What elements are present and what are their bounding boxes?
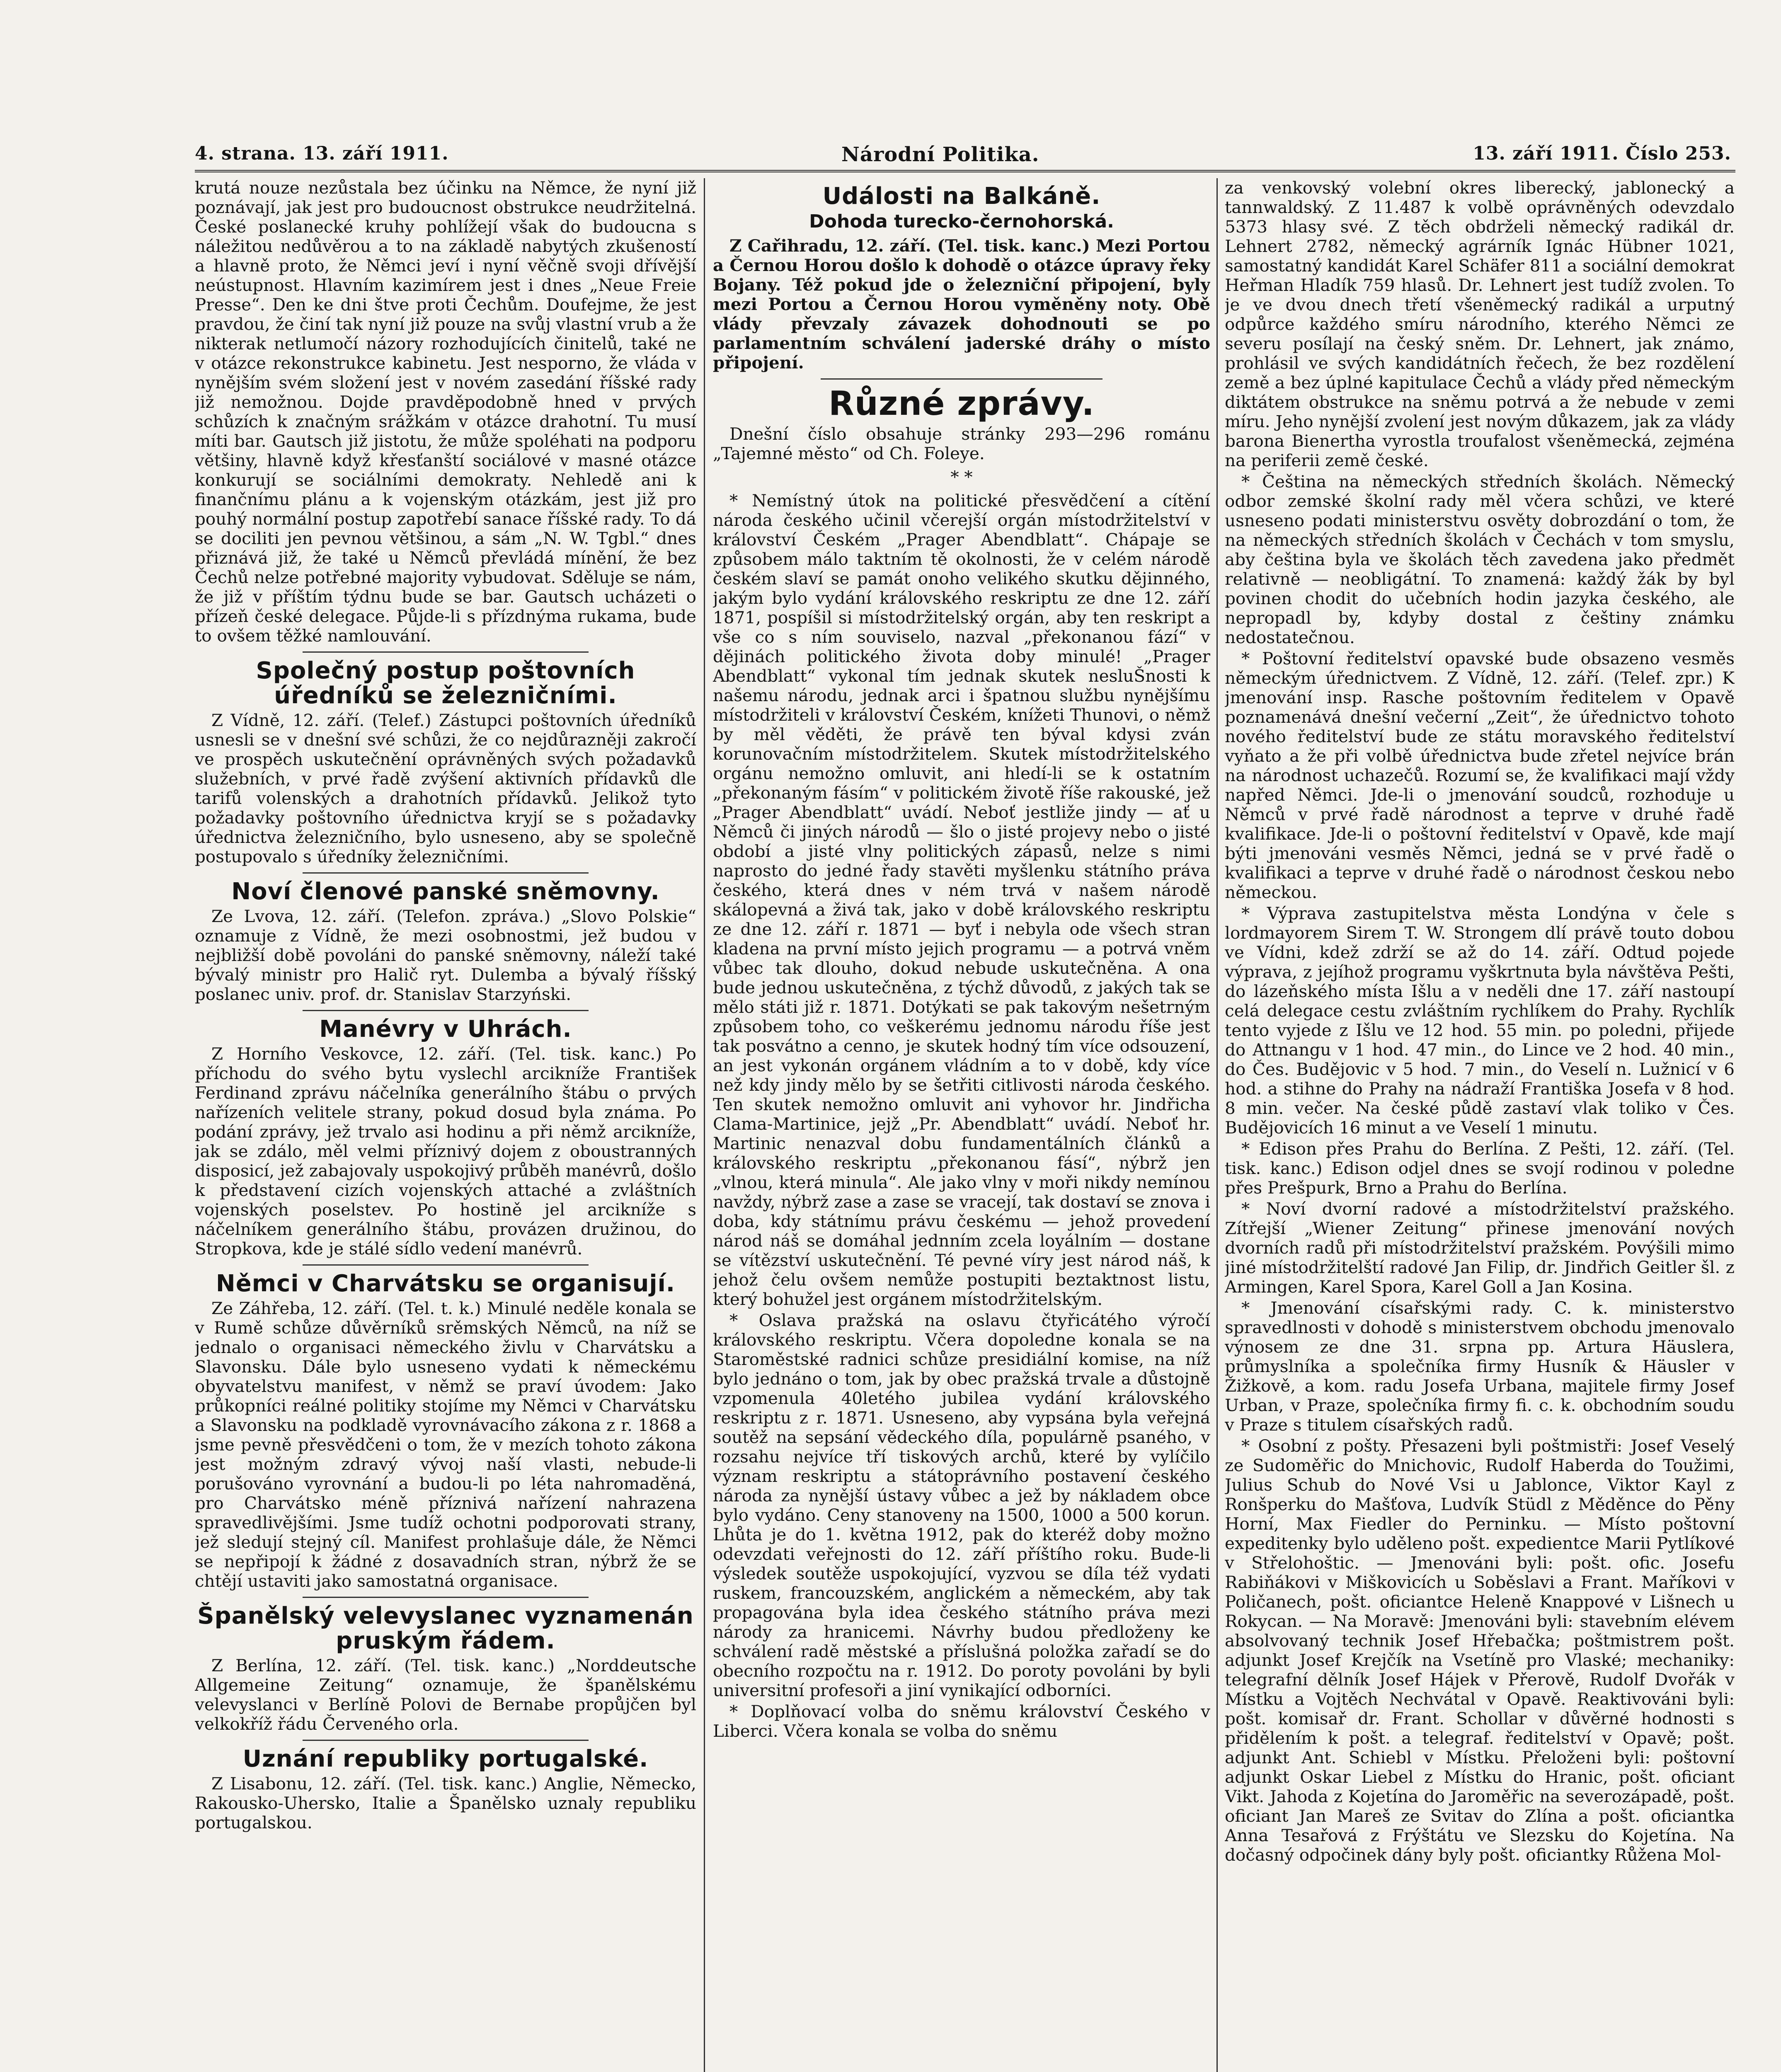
article-separator: [303, 872, 589, 874]
separator-stars: * *: [950, 467, 973, 487]
news-item: * Poštovní ředitelství opavské bude obsazeno vesměs německým úřednictvem. Z Vídně, 12. září. (Telef. zpr.) K jmenování insp. Rasche poštovním ředitelem v Opavě poznamenává dnešní večerní „Zeit“, že úřednictvo tohoto nového ředitelství bude ze státu moravského ředitelství vyňato a že při volbě úřednictva bude zřetel nejvíce brán na národnost uchazečů. Rozumí se, že kvalifikaci mají vždy napřed Němci. Jde-li o jmenování soudců, rozhoduje u Němců v prvé řadě národnost a teprve v druhé řadě kvalifikace. Jde-li o poštovní ředitelství v Opavě, kde mají býti jmenováni vesměs Němci, jedná se v prvé řadě o kvalifikaci a teprve v druhé řadě o národnost českou nebo německou.: [1225, 649, 1735, 902]
column-divider: [1216, 178, 1218, 2072]
news-item: * Čeština na německých středních školách. Německý odbor zemské školní rady měl včera schůzi, ve které usneseno podati ministerstvu osvěty dobrozdání o tom, že na německých středních školách v Čechách v tom smyslu, aby čeština byla ve školách těch zavedena jako předmět relativně — neobligátní. To znamená: každý žák by byl povinen chodit do učebních hodin jazyka českého, ale nepropadl by, kdyby dostal z češtiny známku nedostatečnou.: [1225, 472, 1735, 647]
column-2: [713, 178, 1210, 2072]
article-continuation: krutá nouze nezůstala bez účinku na Němce, že nyní již poznávají, jak jest pro budoucnost obstrukce neudržitelná. České poslanecké kruhy pohlížejí však do budoucna s náležitou nedůvěrou a to na základě nabytých zkušeností a hlavně proto, že Němci jeví i nyní věčně svoji dřívější neústupnost. Hlavním kazimírem jest i dnes „Neue Freie Presse“. Den ke dni štve proti Čechům. Doufejme, že jest pravdou, že činí tak nyní již pouze na svůj vlastní vrub a že nikterak netlumočí názory rozhodujících činitelů, také ne v otázce rekonstrukce kabinetu. Jest nesporno, že vláda v nynějším svém složení jest v novém zasedání říšské rady již nemožnou. Dojde pravděpodobně hned v prvých schůzích k značným srážkám v otázce drahotní. Tu musí míti bar. Gautsch již jistotu, že může spoléhati na podporu většiny, hlavně když křesťanští sociálové v masné otázce konkurují se sociálními demokraty. Nehledě ani k finančnímu plánu a k vojenským otázkám, jest již pro pouhý normální postup zapotřebí sanace říšské rady. To dá se dociliti jen pevnou většinou, a sám „N. W. Tgbl.“ dnes přiznává již, že také u Němců převládá mínění, že bez Čechů nelze potřebné majority vybudovat. Sděluje se nám, že již v příštím týdnu bude se bar. Gautsch ucházeti o přízeň české delegace. Půjde-li s přízdnýma rukama, bude to ovšem těžké namlouvání.: [195, 178, 696, 646]
news-item: * Osobní z pošty. Přesazeni byli poštmistři: Josef Veselý ze Sudoměřic do Mnichovic, Rudolf Haberda do Toužimi, Julius Schub do Nové Vsi u Jablonce, Viktor Kayl z Ronšperku do Mašťova, Ludvík Stüdl z Měděnce do Pěny Horní, Max Fiedler do Perninku. — Místo poštovní expeditenky bylo uděleno pošt. expedientce Marii Pytlíkové v Střelohoštic. — Jmenováni byli: pošt. ofic. Josefu Rabiňákovi v Miškovicích u Soběslavi a Frant. Maříkovi v Poličanech, pošt. oficiantce Heleně Knappové v Lišnech u Rokycan. — Na Moravě: Jmenováni byli: stavebním elévem absolvovaný technik Josef Hřebačka; poštmistrem pošt. adjunkt Josef Krejčík na Vsetíně pro Vlaské; mechaniky: telegrafní dělník Josef Hájek v Přerově, Rudolf Dvořák v Místku a Vojtěch Nechvátal v Opavě. Reaktivováni byli: pošt. komisař dr. Frant. Schollar v důvěrné hodnosti s přidělením k pošt. a telegraf. ředitelství v Opavě; pošt. adjunkt Ant. Schiebl v Místku. Přeloženi byli: poštovní adjunkt Oskar Liebel z Místku do Hranic, pošt. oficiant Vikt. Jahoda z Kojetína do Jaroměřic na severozápadě, pošt. oficiant Jan Mareš ze Svitav do Zlína a pošt. oficiantka Anna Tesařová z Frýštátu ve Slezsku do Kojetína. Na dočasný odpočinek dány byly pošt. oficiantky Růžena Mol-: [1225, 1436, 1735, 1865]
article-separator: [303, 651, 589, 653]
page-header: [195, 143, 1731, 172]
heading-various-news: Různé zprávy.: [829, 384, 1095, 423]
heading-maneuvers-hungary: Manévry v Uhrách.: [319, 1016, 572, 1043]
article-text: Z Cařihradu, 12. září. (Tel. tisk. kanc.) Mezi Portou a Černou Horou došlo k dohodě o otázce úpravy řeky Bojany. Též pokud jde o železniční připojení, byly mezi Portou a Černou Horou vyměněny noty. Obě vlády převzaly závazek dohodnouti se po parlamentním schválení jaderské dráhy o místo připojení.: [713, 236, 1210, 373]
newspaper-title: Národní Politika.: [841, 143, 1040, 166]
news-item: * Nemístný útok na politické přesvědčení a cítění národa českého učinil včerejší orgán místodržitelství v království Českém „Prager Abendblatt“. Chápaje se způsobem málo taktním tě okolnosti, že v celém národě českém slaví se památ onoho velikého skutku dějinného, jakým bylo vydání královského reskriptu ze dne 12. září 1871, pospíšil si místodržitelský orgán, aby ten reskript a vše co s ním souviselo, nazval „překonanou fází“ v dějinách politického života doby minulé! „Prager Abendblatt“ vykonal tím jednak skutek nesluŠnosti k našemu národu, jednak arci i špatnou službu nynějšímu místodržiteli v království Českém, knížeti Thunovi, o němž by měl věděti, že právě ten býval kdysi zván korunovačním místodržitelem. Skutek místodržitelského orgánu nemožno omluvit, ani hledí-li se k ostatním „překonaným fásím“ v politickém životě říše rakouské, jež „Prager Abendblatt“ uvádí. Neboť jestliže jindy — ať u Němců či jiných národů — šlo o jisté projevy nebo o jisté období a jisté vlny politických zápasů, nelze s nimi naprosto do jedné řady stavěti myšlenku státního práva českého, která dnes v ném trvá v našem národě skálopevná a živá tak, jako v době královského reskriptu ze dne 12. září r. 1871 — byť i nebyla ode všech stran kladena na první místo jejich programu — a potrvá vněm vůbec tak dlouho, dokud nebude uskutečněna. A ona bude jednou uskutečněna, z týchž důvodů, z jakých tak se mělo státi již r. 1871. Dotýkati se pak takovým nešetrným způsobem toho, co veškerému jednomu národu říše jest tak posvátno a cenno, je skutek hodný tím více odsouzení, an jest vykonán orgánem vládním a to v době, kdy více než kdy jindy mělo by se šetřiti citlivosti národa českého. Ten skutek nemožno omluvit ani vyhovor hr. Jindřicha Clama-Martinice, jejž „Pr. Abendblatt“ uvádí. Neboť hr. Martinic nenazval dobu fundamentálních článků a královského reskriptu „překonanou fásí“, nýbrž jen „vlnou, která minula“. Ale jako vlny v moři nikdy nemínou navždy, nýbrž zase a zase se vracejí, tak dostaví se znova i doba, kdy státnímu právu českému — jehož provedení národ náš se domáhal jednním zcela loyálním — dostane se vítězství uskutečnění. Té pevné víry jest národ náš, k jehož čelu ovšem nemůže postupiti beztaktnost listu, který bohužel jest orgánem místodržitelským.: [713, 491, 1210, 1309]
article-text: Z Horního Veskovce, 12. září. (Tel. tisk. kanc.) Po příchodu do svého bytu vyslechl arcikníže František Ferdinand zprávu náčelníka generálního štábu o prvých nařízeních velitele strany, pokud dosud byla známa. Po podání zprávy, jež trvalo asi hodinu a při němž arcikníže, jak se zdálo, měl velmi příznivý dojem z oboustranných disposicí, jež zabajovaly uspokojivý průběh manévrů, došlo k představení cizích vojenských attaché a zvláštních vojenských poselstev. Po hostině jel arcikníže s náčelníkem generálního štábu, provázen družinou, do Stropkova, kde je stálé sídlo vedení manévrů.: [195, 1044, 696, 1259]
news-item: * Noví dvorní radové a místodržitelství pražského. Zítřejší „Wiener Zeitung“ přinese jmenování nových dvorních radů při místodržitelství pražském. Povýšili mimo jiné místodržitelští radové Jan Filip, dr. Jindřich Geitler šl. z Armingen, Karel Spora, Karel Goll a Jan Kosina.: [1225, 1199, 1735, 1297]
header-rule: [195, 170, 1735, 172]
column-divider: [704, 178, 705, 2072]
news-item: * Výprava zastupitelstva města Londýna v čele s lordmayorem Sirem T. W. Strongem dlí právě touto dobou ve Vídni, kdež zdrží se až do 14. září. Odtud pojede výprava, z jejíhož programu vyškrtnuta byla návštěva Pešti, do lázeňského místa Išlu a v neděli dne 17. září nastoupí celá delegace cestu zvláštním rychlíkem do Prahy. Rychlík tento vyjede z Išlu ve 12 hod. 55 min. po poledni, přijede do Attnangu v 1 hod. 47 min., do Lince ve 2 hod. 40 min., do Čes. Budějovic v 5 hod. 7 min., do Veselí n. Lužnicí v 6 hod. a stihne do Prahy na nádraží Františka Josefa v 8 hod. 8 min. večer. Na české půdě zastaví vlak toliko v Čes. Budějovicích 16 minut a ve Veselí 1 minutu.: [1225, 903, 1735, 1138]
article-text: Z Berlína, 12. září. (Tel. tisk. kanc.) „Norddeutsche Allgemeine Zeitung“ oznamuje, že španělskému velevyslanci v Berlíně Polovi de Bernabe propůjčen byl velkokříž řádu Červeného orla.: [195, 1656, 696, 1734]
heading-spanish-ambassador: Španělský velevyslanec vyznamenán pruským řádem.: [197, 1602, 694, 1654]
article-separator: [303, 1264, 589, 1266]
article-separator: [303, 1740, 589, 1741]
news-item: * Doplňovací volba do sněmu království Českého v Liberci. Včera konala se volba do sněmu: [713, 1702, 1210, 1741]
news-item: * Jmenování císařskými rady. C. k. ministerstvo spravedlnosti v dohodě s ministerstvem obchodu jmenovalo výnosem ze dne 31. srpna pp. Artura Häuslera, průmyslníka a společníka firmy Husník & Häusler v Žižkově, a kom. radu Josefa Urbana, majitele firmy Josef Urban, v Praze, společníka firmy fi. c. k. obchodním soudu v Praze s titulem císařských radů.: [1225, 1298, 1735, 1435]
column-1: [195, 178, 696, 2072]
article-text: Ze Lvova, 12. září. (Telefon. zpráva.) „Slovo Polskie“ oznamuje z Vídně, že mezi osobnostmi, jež budou v nejbližší době povoláni do panské sněmovny, náleží také bývalý ministr pro Halič ryt. Dulemba a bývalý říšský poslanec univ. prof. dr. Stanislav Starzyński.: [195, 906, 696, 1004]
article-text: Z Vídně, 12. září. (Telef.) Zástupci poštovních úředníků usnesli se v dnešní své schůzi, že co nejdůrazněji zakročí ve prospěch uskutečnění oprávněných svých požadavků služebních, v prvé řadě zvýšení aktivních přídavků dle tarifů volenských a drahotních přídavků. Jelikož tyto požadavky poštovního úřednictva kryjí se s požadavky úřednictva železničního, bylo usneseno, aby se společně postupovalo s úředníky železničními.: [195, 710, 696, 867]
news-item: * Oslava pražská na oslavu čtyřicátého výročí královského reskriptu. Včera dopoledne konala se na Staroměstské radnici schůze presidiální komise, na níž bylo jednáno o tom, jak by obec pražská trvale a důstojně vzpomenula 40letého jubilea vydání královského reskriptu z r. 1871. Usneseno, aby vypsána byla veřejná soutěž na sepsání vědeckého díla, populárně psaného, v rozsahu nejvíce tří tiskových archů, které by vylíčilo význam reskriptu a státoprávního postavení českého národa za nynější ústavy vůbec a jež by nákladem obce bylo vydáno. Ceny stanoveny na 1500, 1000 a 500 korun. Lhůta je do 1. května 1912, pak do kteréž doby možno odevzdati veřejnosti do 12. září příštího roku. Bude-li výsledek soutěže uspokojující, vyzvou se díla též vydati ruskem, francouzském, anglickém a německém, aby tak propagována byla idea českého státního práva mezi národy za hranicemi. Návrhy budou předloženy ke schválení radě městské a příslušná položka zařadí se do obecního rozpočtu na r. 1912. Do poroty povoláni by byli universitní profesoři a jiní vynikající odborníci.: [713, 1310, 1210, 1700]
heading-portugal-recognition: Uznání republiky portugalské.: [242, 1745, 649, 1772]
issue-note: Dnešní číslo obsahuje stránky 293—296 románu „Tajemné město“ od Ch. Foleye.: [713, 424, 1210, 463]
header-date-page: 4. strana. 13. září 1911.: [195, 143, 449, 164]
heading-balkans: Události na Balkáně.: [822, 183, 1101, 210]
article-text: Ze Záhřeba, 12. září. (Tel. t. k.) Minulé neděle konala se v Rumě schůze důvěrníků srěmských Němců, na níž se jednalo o organisaci německého živlu v Charvátsku a Slavonsku. Dále bylo usneseno vydati k německému obyvatelstvu manifest, v němž se praví úvodem: Jako průkopníci reálné politiky stojíme my Němci v Charvátsku a Slavonsku na podkladě vyrovnávacího zákona z r. 1868 a jsme pevně přesvědčeni o tom, že v mezích tohoto zákona jest možným zdravý vývoj naší vlasti, nebude-li porušováno vyrovnání a budou-li po léta nahromaděná, pro Charvátsko méně příznivá nařízení nahrazena spravedlivějšími. Jsme tudíž ochotni podporovati strany, jež sledují stejný cíl. Manifest prohlašuje dále, že Němci se nepřipojí k žádné z dosavadních stran, nýbrž že se chtějí ustaviti jako samostatná organisace.: [195, 1298, 696, 1591]
subheading-turkish-montenegrin: Dohoda turecko-černohorská.: [809, 211, 1114, 232]
heading-germans-croatia: Němci v Charvátsku se organisují.: [216, 1270, 676, 1297]
article-separator: [821, 378, 1103, 380]
heading-postal-officials: Společný postup poštovních úředníků se železničními.: [256, 657, 635, 709]
news-item: * Edison přes Prahu do Berlína. Z Pešti, 12. září. (Tel. tisk. kanc.) Edison odjel dnes se svojí rodinou v poledne přes Prešpurk, Brno a Prahu do Berlína.: [1225, 1139, 1735, 1198]
article-text: Z Lisabonu, 12. září. (Tel. tisk. kanc.) Anglie, Německo, Rakousko-Uhersko, Italie a Španělsko uznaly republiku portugalskou.: [195, 1774, 696, 1832]
header-issue-number: 13. září 1911. Číslo 253.: [1473, 143, 1731, 164]
heading-house-of-lords: Noví členové panské sněmovny.: [231, 878, 660, 905]
news-item-continuation: za venkovský volební okres liberecký, jablonecký a tannwaldský. Z 11.487 k volbě oprávněných odevzdalo 5373 hlasy své. Z těch obdrželi německý radikál dr. Lehnert 2782, německý agrárník Ignác Hübner 1021, samostatný kandidát Karel Schäfer 811 a sociální demokrat Heřman Hladík 759 hlasů. Dr. Lehnert jest tudíž zvolen. To je ve dvou dnech třetí všeněmecký radikál a urputný odpůrce každého smíru národního, kterého Němci ze severu posílají na český sněm. Dr. Lehnert, jak známo, prohlásil ve svých kandidátních řečech, že bez rozdělení země a bez úplné kapitulace Čechů a vlády před německým diktátem obstrukce na sněmu potrvá a že nebude v zemi míru. Jeho nynější zvolení jest novým důkazem, jak za vlády barona Bienertha vyrostla troufalost všeněmecká, zejména na periferii země české.: [1225, 178, 1735, 470]
article-separator: [303, 1010, 589, 1011]
column-3: [1225, 178, 1735, 2072]
article-separator: [303, 1597, 589, 1598]
